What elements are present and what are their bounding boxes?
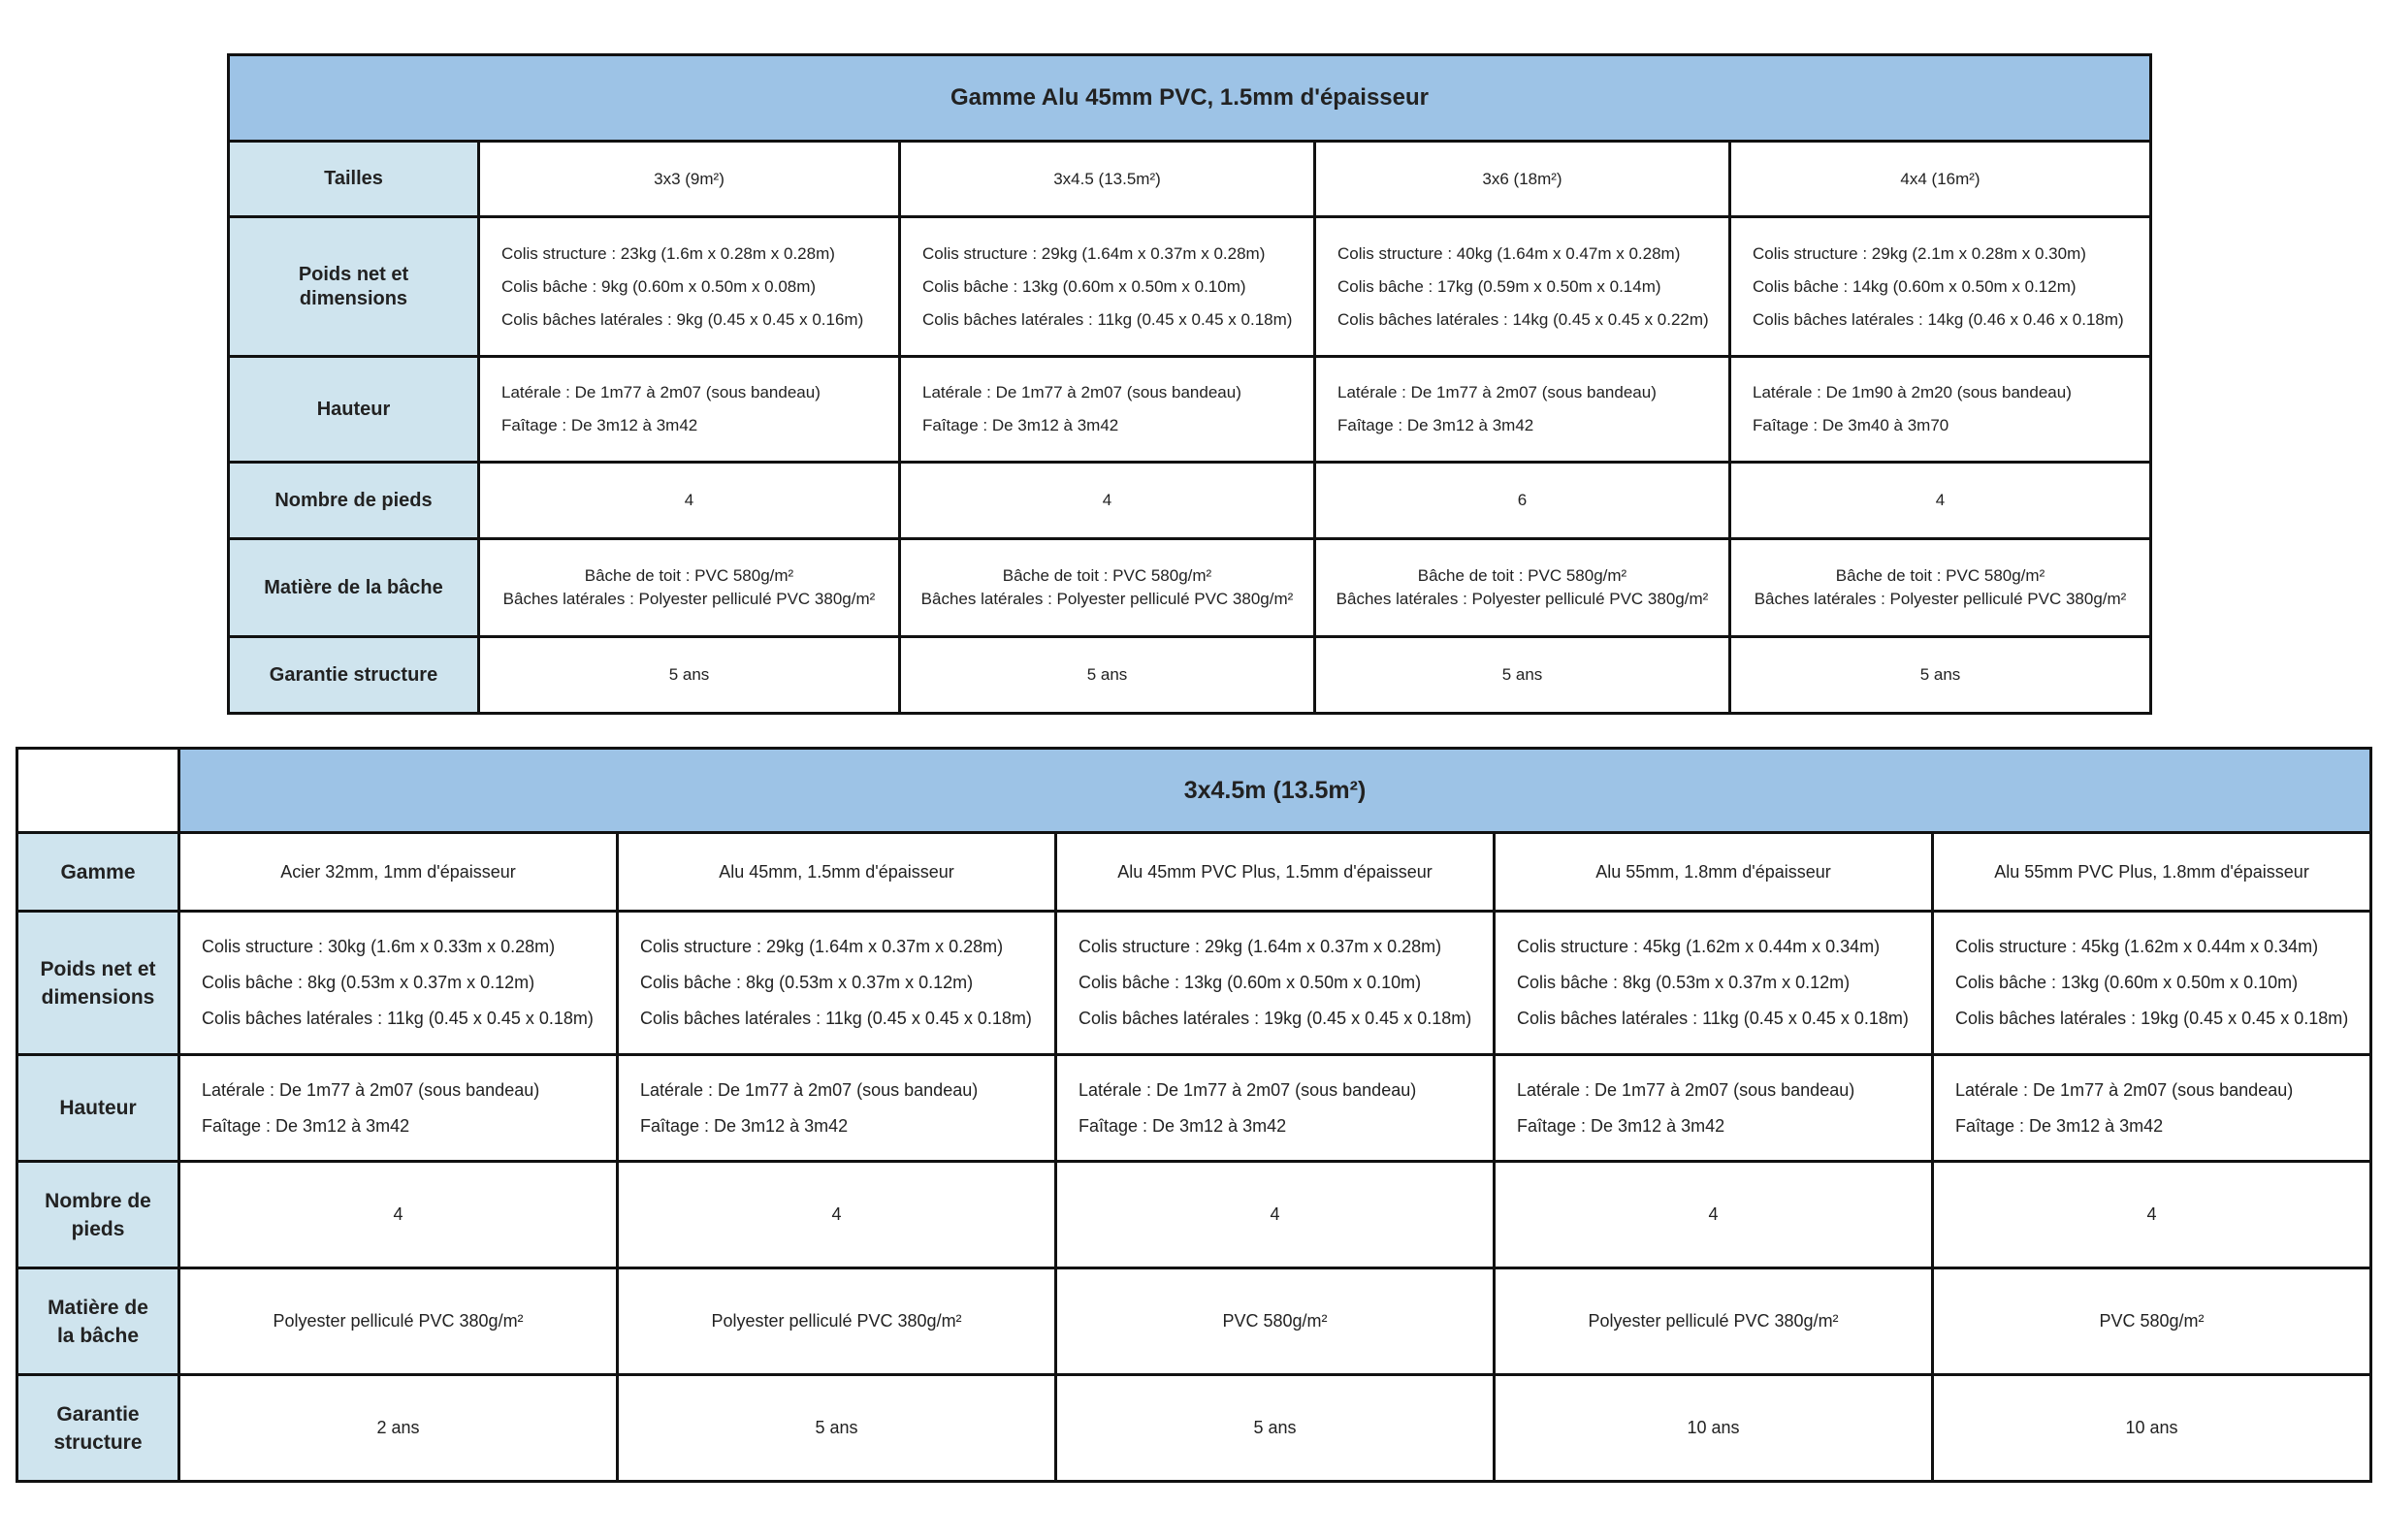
cell-gamme: Alu 45mm, 1.5mm d'épaisseur (618, 833, 1056, 912)
row-label-line: pieds (71, 1217, 125, 1240)
table-row-pieds (229, 463, 2151, 539)
poids-line: Colis bâches latérales : 11kg (0.45 x 0.45 x 0.18m) (1517, 1009, 1909, 1028)
cell-matiere: Polyester pelliculé PVC 380g/m² (618, 1268, 1056, 1375)
cell-garantie: 2 ans (179, 1375, 618, 1482)
row-label-garantie: Garantie structure (229, 637, 479, 714)
row-label-line: Matière de (48, 1296, 148, 1319)
poids-line: Colis bâche : 13kg (0.60m x 0.50m x 0.10m) (1079, 973, 1422, 992)
hauteur-line: Latérale : De 1m77 à 2m07 (sous bandeau) (640, 1079, 979, 1100)
poids-line: Colis structure : 45kg (1.62m x 0.44m x 0.34m) (1955, 937, 2319, 956)
poids-line: Colis structure : 29kg (2.1m x 0.28m x 0.30m) (1753, 243, 2086, 263)
cell-gamme: Alu 55mm, 1.8mm d'épaisseur (1495, 833, 1933, 912)
row-label-matiere: Matière de la bâche (229, 539, 479, 637)
table-title: Gamme Alu 45mm PVC, 1.5mm d'épaisseur (229, 55, 2151, 142)
poids-line: Colis structure : 40kg (1.64m x 0.47m x 0.28m) (1337, 243, 1681, 263)
cell-matiere: PVC 580g/m² (1056, 1268, 1495, 1375)
cell-matiere: Polyester pelliculé PVC 380g/m² (1495, 1268, 1933, 1375)
hauteur-line: Faîtage : De 3m12 à 3m42 (1955, 1115, 2164, 1136)
cell-hauteur (1315, 357, 1730, 463)
cell-gamme: Acier 32mm, 1mm d'épaisseur (179, 833, 618, 912)
hauteur-line: Latérale : De 1m90 à 2m20 (sous bandeau) (1753, 383, 2072, 401)
cell-garantie: 10 ans (1495, 1375, 1933, 1482)
cell-matiere (1730, 539, 2151, 637)
cell-matiere (900, 539, 1315, 637)
cell-poids (900, 217, 1315, 357)
cell-pieds: 4 (1056, 1162, 1495, 1268)
cell-poids (1315, 217, 1730, 357)
cell-garantie: 5 ans (479, 637, 900, 714)
cell-garantie: 5 ans (1315, 637, 1730, 714)
table-row-poids (229, 217, 2151, 357)
poids-line: Colis bâche : 14kg (0.60m x 0.50m x 0.12m) (1753, 276, 2077, 296)
hauteur-line: Latérale : De 1m77 à 2m07 (sous bandeau) (1337, 383, 1657, 401)
spec-table-gamme-alu-45 (227, 53, 2152, 715)
cell-gamme: Alu 55mm PVC Plus, 1.8mm d'épaisseur (1933, 833, 2371, 912)
row-label-pieds: Nombre de pieds (229, 463, 479, 539)
hauteur-line: Faîtage : De 3m12 à 3m42 (640, 1115, 849, 1136)
cell-pieds: 4 (1495, 1162, 1933, 1268)
row-label-line: Nombre de (45, 1189, 151, 1212)
cell-pieds: 4 (618, 1162, 1056, 1268)
hauteur-line: Latérale : De 1m77 à 2m07 (sous bandeau) (1079, 1079, 1417, 1100)
cell-garantie: 5 ans (618, 1375, 1056, 1482)
row-label-tailles: Tailles (229, 142, 479, 217)
matiere-line: Bâches latérales : Polyester pelliculé PVC 380g/m² (920, 590, 1294, 608)
row-label-garantie (17, 1375, 179, 1482)
poids-line: Colis structure : 30kg (1.6m x 0.33m x 0.28m) (202, 937, 556, 956)
table-title-row (17, 749, 2371, 833)
poids-line: Colis structure : 29kg (1.64m x 0.37m x 0.28m) (640, 937, 1004, 956)
cell-matiere (479, 539, 900, 637)
cell-matiere: PVC 580g/m² (1933, 1268, 2371, 1375)
poids-line: Colis bâche : 8kg (0.53m x 0.37m x 0.12m) (1517, 973, 1851, 992)
row-label-poids-text: Poids net et dimensions (298, 263, 409, 309)
poids-line: Colis structure : 45kg (1.62m x 0.44m x 0.34m) (1517, 937, 1881, 956)
cell-pieds: 4 (1933, 1162, 2371, 1268)
cell-hauteur (618, 1055, 1056, 1162)
poids-line: Colis bâches latérales : 11kg (0.45 x 0.45 x 0.18m) (640, 1009, 1032, 1028)
cell-hauteur (900, 357, 1315, 463)
poids-line: Colis bâches latérales : 14kg (0.46 x 0.46 x 0.18m) (1753, 309, 2124, 329)
poids-line: Colis bâches latérales : 9kg (0.45 x 0.45 x 0.16m) (501, 309, 864, 329)
cell-pieds: 4 (900, 463, 1315, 539)
spec-table-3x4-5m (16, 747, 2372, 1483)
poids-line: Colis structure : 29kg (1.64m x 0.37m x 0.28m) (1079, 937, 1442, 956)
cell-poids (1495, 912, 1933, 1055)
row-label-pieds (17, 1162, 179, 1268)
row-label-line: la bâche (56, 1324, 140, 1347)
cell-poids (479, 217, 900, 357)
matiere-line: Bâche de toit : PVC 580g/m² (584, 566, 794, 585)
hauteur-line: Faîtage : De 3m12 à 3m42 (202, 1115, 410, 1136)
matiere-line: Bâche de toit : PVC 580g/m² (1835, 566, 2045, 585)
table-row-hauteur (17, 1055, 2371, 1162)
poids-line: Colis bâche : 17kg (0.59m x 0.50m x 0.14m) (1337, 276, 1661, 296)
hauteur-line: Latérale : De 1m77 à 2m07 (sous bandeau) (1955, 1079, 2294, 1100)
cell-hauteur (1056, 1055, 1495, 1162)
row-label-hauteur: Hauteur (17, 1055, 179, 1162)
table-row-matiere (229, 539, 2151, 637)
row-label-matiere (17, 1268, 179, 1375)
poids-line: Colis bâche : 13kg (0.60m x 0.50m x 0.10m) (922, 276, 1246, 296)
row-label-line: Poids net et (40, 957, 156, 980)
cell-taille: 4x4 (16m²) (1730, 142, 2151, 217)
matiere-line: Bâches latérales : Polyester pelliculé PVC 380g/m² (1754, 590, 2127, 608)
cell-matiere: Polyester pelliculé PVC 380g/m² (179, 1268, 618, 1375)
poids-line: Colis structure : 23kg (1.6m x 0.28m x 0.28m) (501, 243, 835, 263)
matiere-line: Bâche de toit : PVC 580g/m² (1417, 566, 1627, 585)
matiere-line: Bâches latérales : Polyester pelliculé PVC 380g/m² (502, 590, 876, 608)
hauteur-line: Faîtage : De 3m12 à 3m42 (922, 416, 1119, 434)
table-row-garantie (229, 637, 2151, 714)
hauteur-line: Faîtage : De 3m12 à 3m42 (1079, 1115, 1287, 1136)
cell-hauteur (179, 1055, 618, 1162)
cell-pieds: 4 (1730, 463, 2151, 539)
cell-matiere (1315, 539, 1730, 637)
poids-line: Colis bâches latérales : 11kg (0.45 x 0.45 x 0.18m) (922, 309, 1293, 329)
cell-hauteur (1933, 1055, 2371, 1162)
row-label-line: dimensions (41, 985, 155, 1009)
cell-garantie: 5 ans (900, 637, 1315, 714)
cell-garantie: 5 ans (1730, 637, 2151, 714)
cell-taille: 3x6 (18m²) (1315, 142, 1730, 217)
poids-line: Colis bâche : 8kg (0.53m x 0.37m x 0.12m) (640, 973, 974, 992)
hauteur-line: Faîtage : De 3m40 à 3m70 (1753, 416, 1949, 434)
poids-line: Colis structure : 29kg (1.64m x 0.37m x 0.28m) (922, 243, 1266, 263)
cell-hauteur (1730, 357, 2151, 463)
hauteur-line: Latérale : De 1m77 à 2m07 (sous bandeau) (501, 383, 821, 401)
cell-garantie: 10 ans (1933, 1375, 2371, 1482)
cell-poids (179, 912, 618, 1055)
hauteur-line: Latérale : De 1m77 à 2m07 (sous bandeau) (1517, 1079, 1855, 1100)
poids-line: Colis bâches latérales : 14kg (0.45 x 0.45 x 0.22m) (1337, 309, 1709, 329)
cell-poids (1730, 217, 2151, 357)
poids-line: Colis bâches latérales : 11kg (0.45 x 0.45 x 0.18m) (202, 1009, 594, 1028)
hauteur-line: Faîtage : De 3m12 à 3m42 (1337, 416, 1534, 434)
table-row-tailles (229, 142, 2151, 217)
hauteur-line: Latérale : De 1m77 à 2m07 (sous bandeau) (202, 1079, 540, 1100)
matiere-line: Bâches latérales : Polyester pelliculé PVC 380g/m² (1336, 590, 1709, 608)
table-row-poids (17, 912, 2371, 1055)
row-label-gamme: Gamme (17, 833, 179, 912)
row-label-line: Garantie (56, 1402, 140, 1426)
table-title-row (229, 55, 2151, 142)
cell-gamme: Alu 45mm PVC Plus, 1.5mm d'épaisseur (1056, 833, 1495, 912)
table-row-matiere (17, 1268, 2371, 1375)
cell-taille: 3x4.5 (13.5m²) (900, 142, 1315, 217)
table-row-pieds (17, 1162, 2371, 1268)
cell-garantie: 5 ans (1056, 1375, 1495, 1482)
empty-corner-cell (17, 749, 179, 833)
poids-line: Colis bâche : 8kg (0.53m x 0.37m x 0.12m) (202, 973, 535, 992)
hauteur-line: Faîtage : De 3m12 à 3m42 (501, 416, 698, 434)
table-row-hauteur (229, 357, 2151, 463)
row-label-hauteur: Hauteur (229, 357, 479, 463)
hauteur-line: Faîtage : De 3m12 à 3m42 (1517, 1115, 1725, 1136)
row-label-poids (17, 912, 179, 1055)
cell-pieds: 6 (1315, 463, 1730, 539)
poids-line: Colis bâche : 13kg (0.60m x 0.50m x 0.10m) (1955, 973, 2299, 992)
row-label-poids (229, 217, 479, 357)
table-title: 3x4.5m (13.5m²) (179, 749, 2371, 833)
cell-taille: 3x3 (9m²) (479, 142, 900, 217)
poids-line: Colis bâche : 9kg (0.60m x 0.50m x 0.08m) (501, 276, 817, 296)
matiere-line: Bâche de toit : PVC 580g/m² (1002, 566, 1212, 585)
cell-poids (1933, 912, 2371, 1055)
cell-pieds: 4 (479, 463, 900, 539)
cell-pieds: 4 (179, 1162, 618, 1268)
cell-hauteur (479, 357, 900, 463)
cell-poids (1056, 912, 1495, 1055)
row-label-line: structure (53, 1430, 143, 1454)
cell-poids (618, 912, 1056, 1055)
poids-line: Colis bâches latérales : 19kg (0.45 x 0.45 x 0.18m) (1955, 1009, 2349, 1028)
cell-hauteur (1495, 1055, 1933, 1162)
table-row-gamme (17, 833, 2371, 912)
poids-line: Colis bâches latérales : 19kg (0.45 x 0.45 x 0.18m) (1079, 1009, 1472, 1028)
table-row-garantie (17, 1375, 2371, 1482)
hauteur-line: Latérale : De 1m77 à 2m07 (sous bandeau) (922, 383, 1241, 401)
